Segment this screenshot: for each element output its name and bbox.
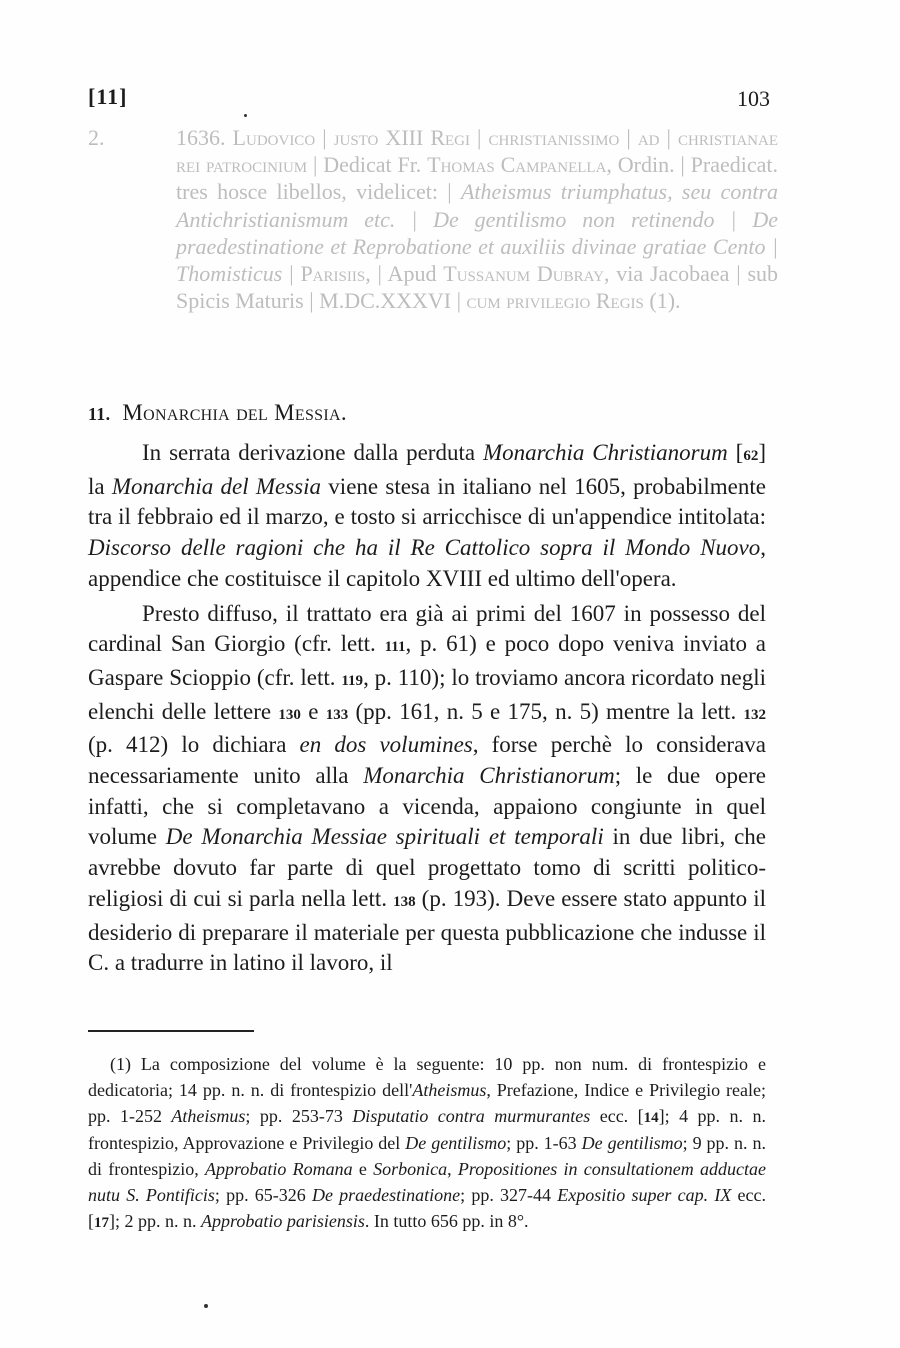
p1-c: [ <box>727 440 744 465</box>
section-title: Monarchia del Messia. <box>122 400 347 425</box>
fn-m: ; 9 pp. n. n. di frontespizio, <box>88 1133 766 1180</box>
entry-note-ref: (1). <box>643 288 681 314</box>
p1-i: , appendice che costituisce il capitolo XVIII ed ultimo dell'opera. <box>88 535 766 591</box>
p2-g: e <box>300 698 326 724</box>
fn-e: ; pp. 253-73 <box>245 1105 353 1126</box>
p1-e: ] la <box>88 440 766 499</box>
entry-address: , via Jacobaea | sub Spicis Maturis | M.DC.XXXVI | <box>176 261 779 314</box>
fn-f: Disputatio contra murmurantes <box>352 1105 591 1126</box>
p1-f: Monarchia del Messia <box>111 473 322 499</box>
fn-d: Atheismus <box>171 1105 246 1126</box>
paragraph-1 <box>88 438 766 595</box>
entry-year: 1636. <box>176 125 233 151</box>
entry-place: Parisiis <box>300 261 366 287</box>
p2-p: De Monarchia Messiae spirituali et temporali <box>165 824 604 850</box>
entry-number: 2. <box>88 125 105 150</box>
bibliographic-entry <box>88 124 778 314</box>
page-number: 103 <box>737 86 770 111</box>
fn-i: ]; 4 pp. n. n. frontespizio, Approvazione e Privilegio del <box>88 1105 766 1154</box>
entry-author: Thomas Campanella <box>427 152 607 178</box>
fn-c: , Prefazione, Indice e Privilegio reale; pp. 1-252 <box>88 1079 766 1126</box>
entry-apud: , | Apud <box>365 261 444 287</box>
entry-sep: | <box>315 125 334 151</box>
fn-j: De gentilismo <box>405 1133 507 1154</box>
fn-g: ecc. [ <box>590 1105 644 1126</box>
p2-d: 119 <box>341 672 364 689</box>
speck-mark <box>244 114 247 117</box>
p2-i: (pp. 161, n. 5 e 175, n. 5) mentre la lett. <box>348 698 744 724</box>
footnote-rule <box>88 1030 254 1032</box>
entry-order: , Ordin. | Praedicat. tres hosce libellos, videlicet: | <box>176 152 778 205</box>
p1-b: Monarchia Christianorum <box>482 440 728 465</box>
footnote <box>88 1052 766 1237</box>
p2-q: in due libri, che avrebbe dovuto far parte di quel progettato tomo di scritti politico-religiosi di cui si parla nella lett. <box>88 824 766 911</box>
entry-printer: Tussanum Dubray <box>443 261 604 287</box>
p2-k: (p. 412) lo dichiara <box>88 732 300 758</box>
p2-m: , forse perchè lo considerava necessariamente unito alla <box>88 732 766 789</box>
fn-l: De gentilismo <box>581 1133 683 1154</box>
p2-s: (p. 193). Deve essere stato appunto il desiderio di preparare il materiale per questa pubblicazione che indusse il C. a tradurre in latino il lavoro, il <box>88 885 766 976</box>
paragraph-2 <box>88 599 766 979</box>
fn-q: , <box>447 1159 458 1180</box>
section-marker: [11] <box>88 84 128 109</box>
p2-f: 130 <box>278 706 301 723</box>
fn-u: ; pp. 327-44 <box>460 1184 558 1205</box>
p1-a: In serrata derivazione dalla perduta <box>142 440 483 465</box>
fn-a: (1) La composizione del volume è la seguente: 10 pp. non num. di frontespizio e dedicatoria; 14 pp. n. n. di frontespizio dell' <box>88 1054 766 1100</box>
entry-sep-2: | <box>282 261 301 287</box>
p2-b: 111 <box>384 639 406 656</box>
fn-k: ; pp. 1-63 <box>506 1133 582 1154</box>
entry-dedicatee: Ludovico <box>232 125 316 151</box>
p2-c: , p. 61) e poco dopo veniva inviato a Gaspare Scioppio (cfr. lett. <box>88 631 766 690</box>
fn-b: Atheismus <box>412 1079 487 1100</box>
footnote-text <box>88 1052 766 1237</box>
speck-mark <box>204 1304 208 1308</box>
fn-z: Approbatio parisiensis <box>201 1210 365 1231</box>
entry-works: Atheismus triumphatus, seu contra Antichristianismum etc. | De gentilismo non retinendo | De praedestinatione et Reprobatione et auxiliis divinae gratiae Cento | Thomisticus <box>176 179 778 287</box>
fn-z2: . In tutto 656 pp. in 8°. <box>364 1210 529 1231</box>
p1-d: 62 <box>743 448 759 464</box>
p2-l: en dos volumines <box>299 732 473 758</box>
fn-y: ]; 2 pp. n. n. <box>109 1210 201 1231</box>
fn-t: De praedestinatione <box>311 1184 461 1205</box>
fn-o: e <box>352 1159 374 1180</box>
p2-r: 138 <box>393 893 416 910</box>
p2-j: 132 <box>743 706 766 723</box>
p1-g: viene stesa in italiano nel 1605, probabilmente tra il febbraio ed il marzo, e tosto si arricchisce di un'appendice intitolata: <box>88 473 766 530</box>
entry-dedicat: | Dedicat Fr. <box>307 152 428 178</box>
p2-e: , p. 110); lo troviamo ancora ricordato negli elenchi delle lettere <box>88 664 767 724</box>
fn-r: Propositiones in consultationem adductae nutu S. Pontificis <box>88 1159 766 1205</box>
p1-h: Discorso delle ragioni che ha il Re Cattolico sopra il Mondo Nuovo <box>88 535 761 561</box>
p2-o: ; le due opere infatti, che si completavano a vicenda, appaiono congiunte in quel volume <box>88 763 767 850</box>
fn-s: ; pp. 65-326 <box>214 1184 312 1205</box>
fn-v: Expositio super cap. IX <box>557 1184 732 1205</box>
entry-privilege: cum privilegio Regis <box>466 288 644 314</box>
p2-a: Presto diffuso, il trattato era già ai primi del 1607 in possesso del cardinal San Giorgio (cfr. lett. <box>88 600 766 657</box>
p2-n: Monarchia Christianorum <box>363 763 615 789</box>
fn-n: Approbatio Romana <box>205 1159 353 1180</box>
body-text <box>88 438 766 979</box>
p2-h: 133 <box>325 706 349 723</box>
section-number: 11. <box>88 404 111 424</box>
section-heading <box>88 400 347 426</box>
entry-text <box>176 124 778 314</box>
entry-dedication: justo XIII Regi | christianissimo | ad | christianae rei patrocinium <box>176 125 778 178</box>
fn-x: 17 <box>94 1214 109 1231</box>
fn-w: ecc. [ <box>88 1184 766 1231</box>
fn-p: Sorbonica <box>373 1159 448 1180</box>
fn-h: 14 <box>643 1109 659 1126</box>
